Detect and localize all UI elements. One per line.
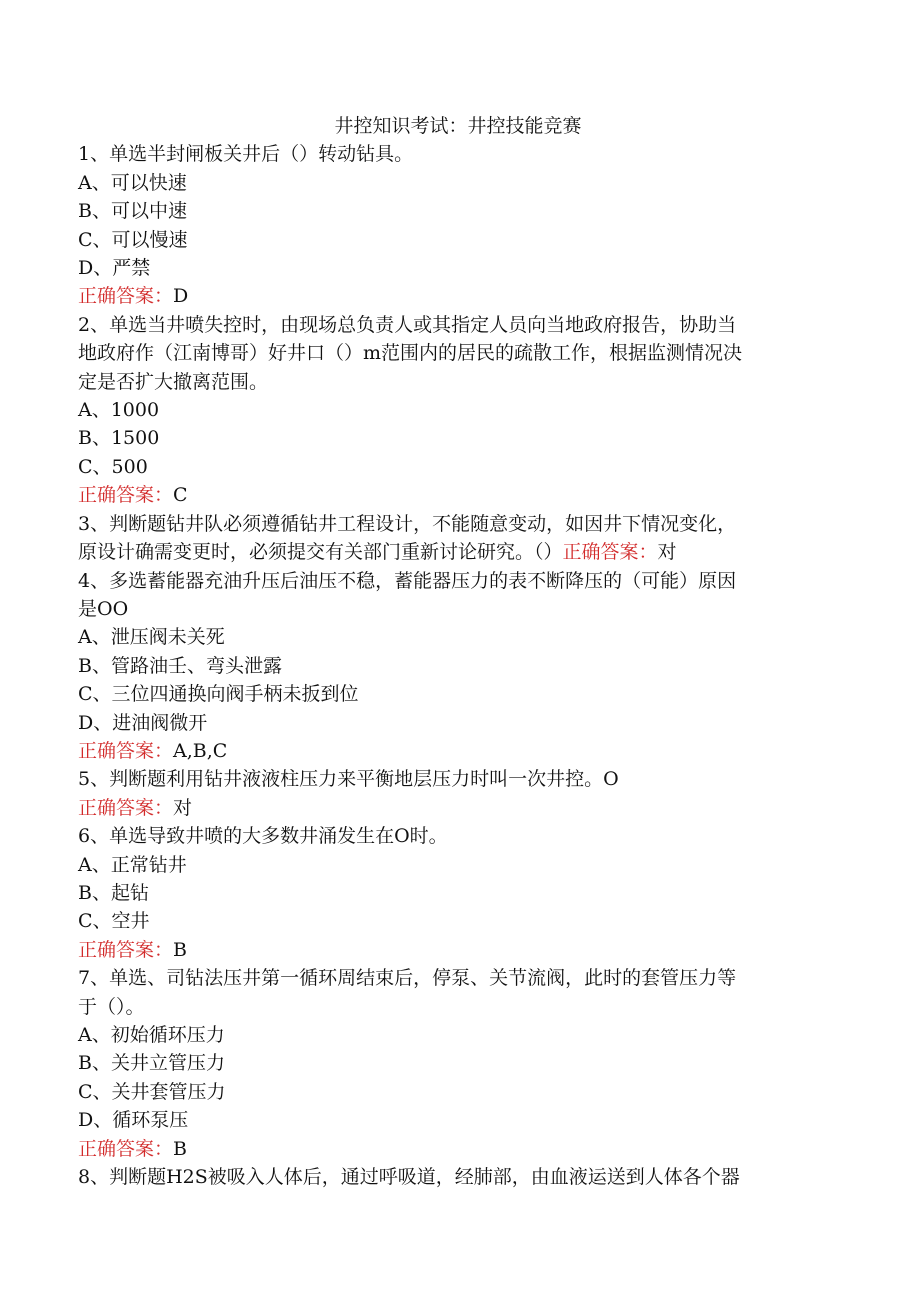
question-1-option-d: D、严禁 bbox=[78, 257, 151, 280]
question-6-stem: 6、单选导致井喷的大多数井涌发生在O时。 bbox=[78, 825, 448, 848]
question-4-option-b: B、管路油壬、弯头泄露 bbox=[78, 654, 282, 677]
question-1-answer bbox=[78, 282, 838, 310]
question-4-stem-line-2: 是OO bbox=[78, 597, 129, 620]
question-5-answer bbox=[78, 794, 838, 822]
question-7-option-a: A、初始循环压力 bbox=[78, 1024, 225, 1046]
question-6-option-c: C、空井 bbox=[78, 910, 150, 933]
question-4-option-a: A、泄压阀未关死 bbox=[78, 626, 225, 649]
answer-label: 正确答案： bbox=[78, 484, 174, 507]
question-8-stem: 8、判断题H2S被吸入人体后，通过呼吸道，经肺部，由血液运送到人体各个器 bbox=[78, 1166, 740, 1189]
question-4-stem-line-1: 4、多选蓄能器充油升压后油压不稳，蓄能器压力的表不断降压的（可能）原因 bbox=[78, 569, 737, 592]
question-1-stem: 1、单选半封闸板关井后（）转动钻具。 bbox=[78, 143, 414, 166]
question-3-stem-line-2 bbox=[78, 538, 838, 566]
question-2-stem-line-3: 定是否扩大撤离范围。 bbox=[78, 370, 269, 393]
question-7-option-c: C、关井套管压力 bbox=[78, 1080, 226, 1103]
question-2-stem-line-1: 2、单选当井喷失控时，由现场总负责人或其指定人员向当地政府报告，协助当 bbox=[78, 313, 737, 336]
answer-label: 正确答案： bbox=[78, 938, 174, 961]
question-6-option-b: B、起钻 bbox=[78, 881, 149, 904]
answer-label: 正确答案： bbox=[78, 796, 174, 819]
answer-value: 对 bbox=[173, 796, 193, 819]
question-7-answer bbox=[78, 1135, 838, 1163]
question-3-stem-line-1: 3、判断题钻井队必须遵循钻井工程设计，不能随意变动，如因井下情况变化， bbox=[78, 512, 737, 535]
answer-value: B bbox=[173, 938, 187, 961]
question-3-answer bbox=[563, 541, 677, 563]
answer-value: A,B,C bbox=[173, 739, 228, 762]
question-4-answer bbox=[78, 737, 838, 765]
question-6-answer bbox=[78, 936, 838, 964]
page-title: 井控知识考试：井控技能竞赛 bbox=[334, 115, 582, 137]
question-7-option-d: D、循环泵压 bbox=[78, 1109, 189, 1132]
answer-value: C bbox=[173, 484, 188, 507]
question-7-option-b: B、关井立管压力 bbox=[78, 1052, 225, 1075]
question-2-option-b: B、1500 bbox=[78, 427, 160, 450]
answer-label: 正确答案： bbox=[78, 739, 174, 762]
question-3-stem-text: 原设计确需变更时，必须提交有关部门重新讨论研究。（） bbox=[78, 541, 563, 564]
answer-label: 正确答案： bbox=[562, 541, 658, 564]
question-5-stem: 5、判断题利用钻井液液柱压力来平衡地层压力时叫一次井控。O bbox=[78, 768, 619, 791]
answer-value: D bbox=[173, 285, 189, 308]
answer-value: B bbox=[173, 1137, 187, 1160]
answer-label: 正确答案： bbox=[78, 285, 174, 308]
question-1-option-a: A、可以快速 bbox=[78, 171, 187, 194]
question-2-answer bbox=[78, 481, 838, 509]
question-4-option-d: D、进油阀微开 bbox=[78, 711, 208, 734]
question-7-stem-line-2: 于（）。 bbox=[78, 995, 145, 1018]
answer-label: 正确答案： bbox=[78, 1137, 174, 1160]
question-1-option-b: B、可以中速 bbox=[78, 200, 187, 223]
question-2-option-c: C、500 bbox=[78, 455, 148, 478]
answer-value: 对 bbox=[657, 541, 677, 564]
question-2-option-a: A、1000 bbox=[78, 399, 160, 422]
document-page bbox=[78, 112, 838, 1191]
question-1-option-c: C、可以慢速 bbox=[78, 228, 188, 251]
question-6-option-a: A、正常钻井 bbox=[78, 853, 187, 876]
question-7-stem-line-1: 7、单选、司钻法压井第一循环周结束后，停泵、关节流阀，此时的套管压力等 bbox=[78, 967, 737, 990]
question-2-stem-line-2: 地政府作（江南博哥）好井口（）m范围内的居民的疏散工作，根据监测情况决 bbox=[78, 342, 743, 365]
question-4-option-c: C、三位四通换向阀手柄未扳到位 bbox=[78, 683, 359, 706]
